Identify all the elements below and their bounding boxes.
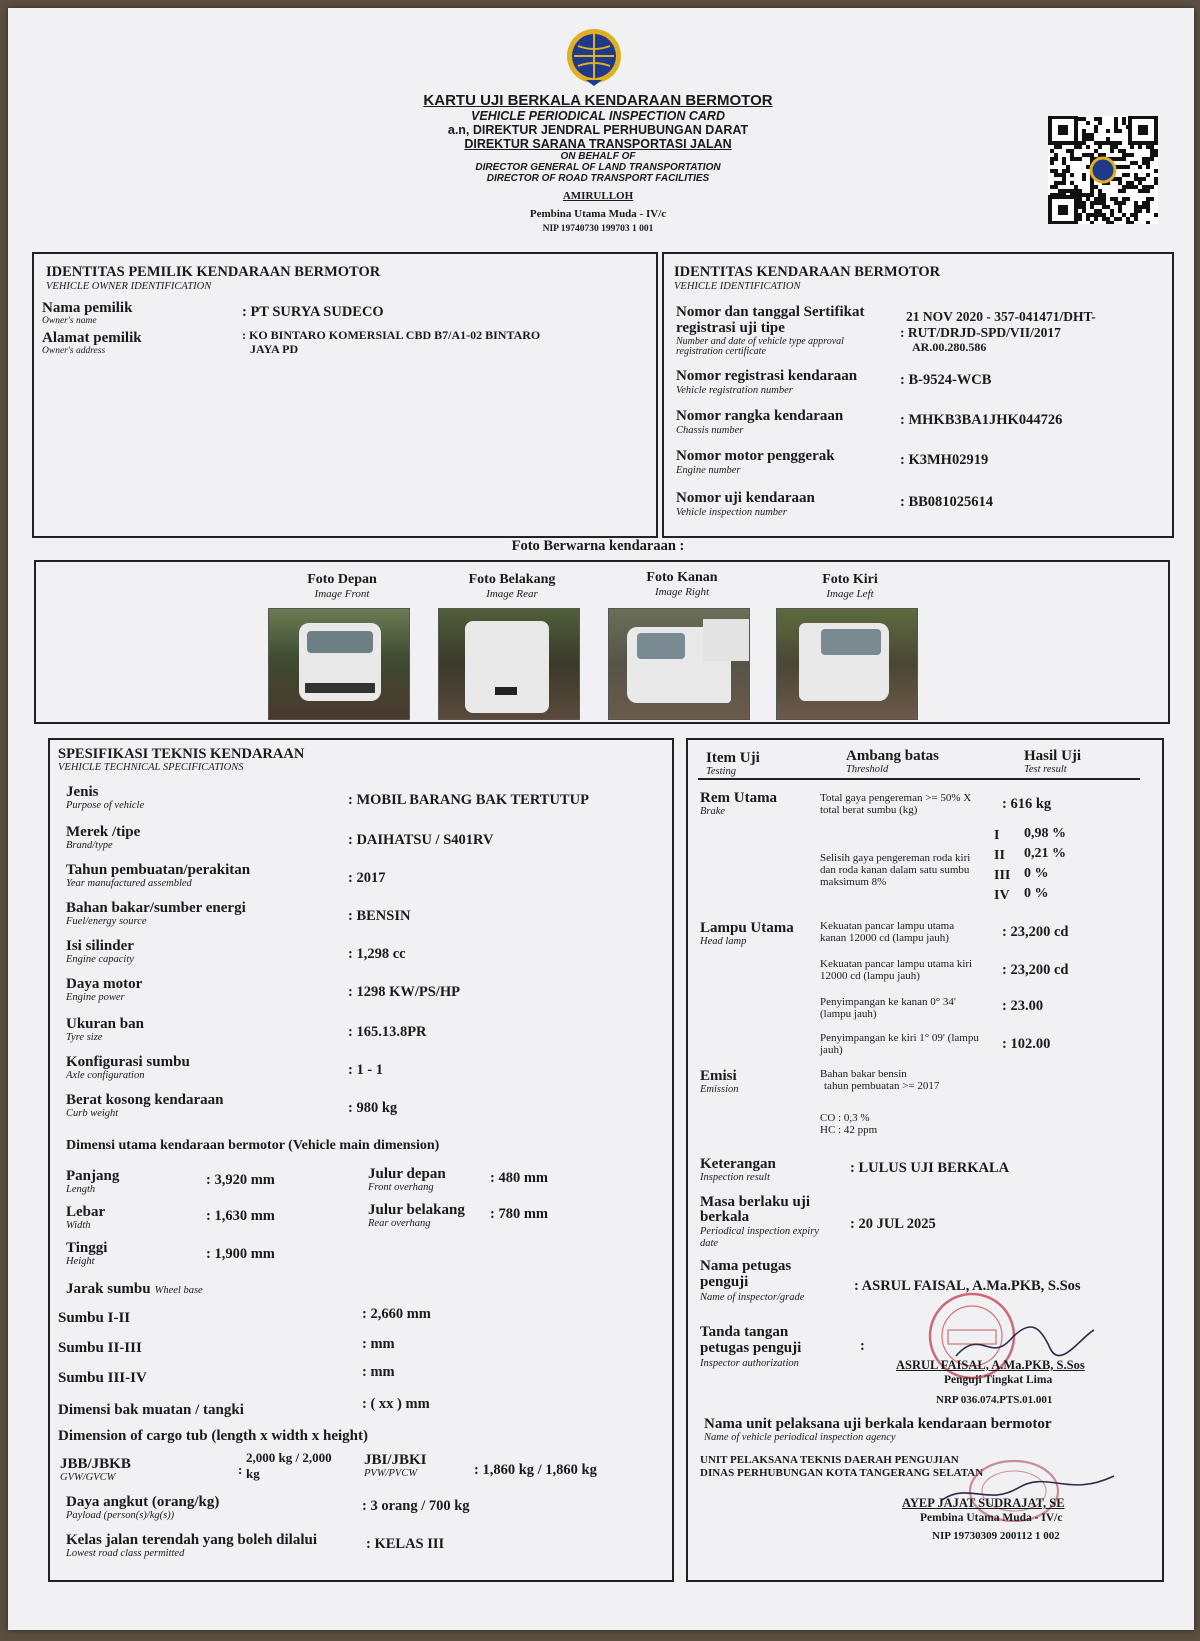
owner-title-en: VEHICLE OWNER IDENTIFICATION <box>46 281 212 292</box>
col-threshold-header-en: Threshold <box>846 764 889 775</box>
signature-label-en: Inspector authorization <box>700 1358 799 1369</box>
spec-engine-power-label: Daya motor <box>66 976 143 992</box>
rear-overhang-value: : 780 mm <box>490 1206 548 1222</box>
axle-3-4-value: : mm <box>362 1364 395 1380</box>
axle-3-4-label: Sumbu III-IV <box>58 1370 147 1386</box>
agency-value: UNIT PELAKSANA TEKNIS DAERAH PENGUJIAN <box>700 1454 959 1466</box>
owner-identification-box <box>32 252 658 538</box>
reg-number-value: : B-9524-WCB <box>900 372 992 388</box>
owner-address-value-2: JAYA PD <box>250 342 299 356</box>
vehicle-id-title-en: VEHICLE IDENTIFICATION <box>674 281 801 292</box>
spec-tyre-size-label: Ukuran ban <box>66 1016 144 1032</box>
spec-brand-type-label: Merek /tipe <box>66 824 141 840</box>
pvw-value: : 1,860 kg / 1,860 kg <box>474 1462 597 1478</box>
photo-left <box>776 608 918 720</box>
height-label: Tinggi <box>66 1240 108 1256</box>
headlamp-label-en: Head lamp <box>700 936 747 947</box>
director-line: DIREKTUR SARANA TRANSPORTASI JALAN <box>464 137 732 151</box>
agency-label: Nama unit pelaksana uji berkala kendaraan bermotor <box>704 1416 1052 1432</box>
chassis-label-en: Chassis number <box>676 425 744 436</box>
reg-number-label-en: Vehicle registration number <box>676 385 793 396</box>
brake-threshold-2: total berat sumbu (kg) <box>820 804 918 816</box>
spec-engine-capacity-label-en: Engine capacity <box>66 954 134 965</box>
gvw-value-unit: kg <box>246 1466 260 1481</box>
cert-label: Nomor dan tanggal Sertifikat <box>676 304 865 320</box>
test-results-box <box>686 738 1164 1582</box>
signer-name: AMIRULLOH <box>562 190 634 202</box>
cargo-dimension-value: : ( xx ) mm <box>362 1396 430 1412</box>
lamp-2-value: : 23,200 cd <box>1002 962 1069 978</box>
expiry-label-en-2: date <box>700 1238 719 1249</box>
spec-year-value: : 2017 <box>348 870 386 886</box>
card-title-en: VEHICLE PERIODICAL INSPECTION CARD <box>471 109 725 123</box>
on-behalf: ON BEHALF OF <box>560 151 636 162</box>
spec-fuel-label: Bahan bakar/sumber energi <box>66 900 246 916</box>
spec-purpose-label-en: Purpose of vehicle <box>66 800 145 811</box>
inspection-number-label: Nomor uji kendaraan <box>676 490 815 506</box>
signature-colon: : <box>860 1338 865 1354</box>
co-result: CO : 0,3 % <box>820 1112 870 1124</box>
spec-year-label: Tahun pembuatan/perakitan <box>66 862 251 878</box>
inspector-rank: Penguji Tingkat Lima <box>944 1374 1053 1386</box>
owner-address-label: Alamat pemilik <box>42 330 142 346</box>
emission-label: Emisi <box>700 1068 737 1084</box>
col-item-header: Item Uji <box>706 750 760 766</box>
axle-2-3-label: Sumbu II-III <box>58 1340 142 1356</box>
specs-title-en: VEHICLE TECHNICAL SPECIFICATIONS <box>58 762 244 773</box>
hc-result: HC : 42 ppm <box>820 1124 878 1136</box>
inspection-result-value: : LULUS UJI BERKALA <box>850 1160 1010 1176</box>
length-label-en: Length <box>66 1184 96 1195</box>
head-nip: NIP 19730309 200112 1 002 <box>932 1530 1060 1542</box>
head-rank: Pembina Utama Muda - IV/c <box>920 1512 1063 1524</box>
card-title: KARTU UJI BERKALA KENDARAAN BERMOTOR <box>423 92 773 109</box>
cert-label-2: registrasi uji tipe <box>676 320 785 336</box>
header-divider <box>698 778 1140 780</box>
signature-label-2: petugas penguji <box>700 1340 802 1356</box>
length-value: : 3,920 mm <box>206 1172 275 1188</box>
spec-axle-config-label: Konfigurasi sumbu <box>66 1054 190 1070</box>
lamp-1-threshold: Kekuatan pancar lampu utama <box>820 920 955 932</box>
lamp-3-threshold: Penyimpangan ke kanan 0° 34' <box>820 996 956 1008</box>
expiry-label-en: Periodical inspection expiry <box>700 1226 819 1237</box>
spec-axle-config-label-en: Axle configuration <box>66 1070 145 1081</box>
signature-label: Tanda tangan <box>700 1324 789 1340</box>
inspection-number-value: : BB081025614 <box>900 494 994 510</box>
photo-heading: Foto Berwarna kendaraan : <box>511 538 685 554</box>
spec-fuel-value: : BENSIN <box>348 908 411 924</box>
spec-purpose-label: Jenis <box>66 784 99 800</box>
headlamp-label: Lampu Utama <box>700 920 794 936</box>
col-result-header-en: Test result <box>1024 764 1067 775</box>
expiry-label: Masa berlaku uji <box>700 1194 811 1210</box>
engine-number-value: : K3MH02919 <box>900 452 989 468</box>
pvw-label: JBI/JBKI <box>364 1452 427 1468</box>
spec-fuel-label-en: Fuel/energy source <box>66 916 147 927</box>
front-overhang-label: Julur depan <box>368 1166 446 1182</box>
inspector-value: : ASRUL FAISAL, A.Ma.PKB, S.Sos <box>854 1278 1081 1294</box>
emission-threshold-2: tahun pembuatan >= 2017 <box>824 1080 940 1092</box>
road-class-value: : KELAS III <box>366 1536 445 1552</box>
vehicle-identification-box <box>662 252 1174 538</box>
axle-roman: III <box>994 868 1011 883</box>
owner-name-label: Nama pemilik <box>42 300 133 316</box>
owner-name-label-en: Owner's name <box>42 316 97 326</box>
inspector-label-2: penguji <box>700 1274 749 1290</box>
engine-number-label-en: Engine number <box>676 465 741 476</box>
payload-label: Daya angkut (orang/kg) <box>66 1494 220 1510</box>
lamp-2-threshold-2: 12000 cd (lampu jauh) <box>820 970 920 982</box>
gvw-label-en: GVW/GVCW <box>60 1472 116 1483</box>
inspection-card <box>8 8 1194 1630</box>
cert-label-en-2: registration certificate <box>676 346 766 357</box>
brake-diff-threshold-2: dan roda kanan dalam satu sumbu <box>820 864 970 876</box>
photo-front-label: Foto Depan <box>307 572 377 587</box>
cert-value: 21 NOV 2020 - 357-041471/DHT- <box>906 309 1096 324</box>
brake-diff-threshold-3: maksimum 8% <box>820 876 887 888</box>
lamp-4-threshold-2: jauh) <box>820 1044 843 1056</box>
photo-box <box>34 560 1170 724</box>
technical-specs-box: SPESIFIKASI TEKNIS KENDARAAN VEHICLE TECHNICAL SPECIFICATIONS Jenis Purpose of vehicle : MOBIL BARANG BAK TERTUTUP Merek /tipe Brand/type : DAIHATSU / S401RV Tahun pembuatan/perakitan Year manufactured assembled : 2017 Bahan bakar/sumber energi Fuel/energy source : BENSIN Isi silinder Engine capacity : 1,298 cc Daya motor Engine power : 1298 KW/PS/HP Ukuran ban Tyre size : 165.13.8PR Konfigurasi sumbu Axle configuration : 1 - 1 Berat kosong kendaraan Curb weight : 980 kg Dimensi utama kendaraan bermotor (Vehicle main dimension) Panjang Length : 3,920 mm Lebar Width : 1,630 mm Tinggi Height : 1,900 mm Julur depan Front overhang : 480 mm Julur belakang Rear overhang : 780 mm Jarak sumbu Wheel base Sumbu I-II : 2,660 mm Sumbu II-III : mm Sumbu III-IV : mm Dimensi bak muatan / tangki : ( xx ) mm Dimension of cargo tub (length x width x height) JBB/JBKB GVW/GVCW : 2,000 kg / 2,000 kg JBI/JBKI PVW/PVCW : 1,860 kg / 1,860 kg Daya angkut (orang/kg) Payload (person(s)/kg(s)) : 3 orang / 700 kg Kelas jalan terendah yang boleh dilalui Lowest road class permitted : KELAS III <box>48 738 674 1582</box>
inspector-nrp: NRP 036.074.PTS.01.001 <box>936 1394 1053 1406</box>
emission-label-en: Emission <box>700 1084 739 1095</box>
lamp-2-threshold: Kekuatan pancar lampu utama kiri <box>820 958 973 970</box>
spec-axle-config-value: : 1 - 1 <box>348 1062 384 1078</box>
director-general: DIRECTOR GENERAL OF LAND TRANSPORTATION <box>475 162 721 173</box>
col-item-header-en: Testing <box>706 766 736 777</box>
emission-threshold: Bahan bakar bensin <box>820 1068 907 1080</box>
gvw-value: 2,000 kg / 2,000 <box>246 1450 332 1465</box>
inspection-number-label-en: Vehicle inspection number <box>676 507 787 518</box>
width-value: : 1,630 mm <box>206 1208 275 1224</box>
photo-left-label: Foto Kiri <box>822 572 878 587</box>
photo-right-label: Foto Kanan <box>646 570 718 585</box>
axle-1-2-label: Sumbu I-II <box>58 1310 131 1326</box>
chassis-label: Nomor rangka kendaraan <box>676 408 844 424</box>
ministry-logo <box>564 28 624 93</box>
owner-name-value: : PT SURYA SUDECO <box>242 304 384 320</box>
inspector-label-en: Name of inspector/grade <box>700 1292 805 1303</box>
director-road: DIRECTOR OF ROAD TRANSPORT FACILITIES <box>486 173 710 184</box>
front-overhang-label-en: Front overhang <box>368 1182 434 1193</box>
cert-value-3: AR.00.280.586 <box>912 340 987 354</box>
inspection-result-label: Keterangan <box>700 1156 776 1172</box>
agency-value-2: DINAS PERHUBUNGAN KOTA TANGERANG SELATAN <box>700 1467 984 1479</box>
inspector-label: Nama petugas <box>700 1258 792 1274</box>
payload-value: : 3 orang / 700 kg <box>362 1498 470 1514</box>
axle-2-3-value: : mm <box>362 1336 395 1352</box>
photo-right-label-en: Image Right <box>654 586 710 598</box>
inspector-name: ASRUL FAISAL, A.Ma.PKB, S.Sos <box>896 1358 1085 1372</box>
cargo-dimension-en: Dimension of cargo tub (length x width x height) <box>58 1428 369 1444</box>
axle-brake-diff-value: 0,98 % <box>1024 826 1066 841</box>
height-label-en: Height <box>66 1256 95 1267</box>
col-result-header: Hasil Uji <box>1024 748 1082 764</box>
owner-address-label-en: Owner's address <box>42 346 106 356</box>
expiry-value: : 20 JUL 2025 <box>850 1216 936 1232</box>
spec-year-label-en: Year manufactured assembled <box>66 878 192 889</box>
lamp-1-threshold-2: kanan 12000 cd (lampu jauh) <box>820 932 949 944</box>
lamp-1-value: : 23,200 cd <box>1002 924 1069 940</box>
axle-roman: IV <box>994 888 1010 903</box>
axle-1-2-value: : 2,660 mm <box>362 1306 431 1322</box>
brake-label-en: Brake <box>700 806 726 817</box>
spec-curb-weight-label-en: Curb weight <box>66 1108 119 1119</box>
length-label: Panjang <box>66 1168 120 1184</box>
front-overhang-value: : 480 mm <box>490 1170 548 1186</box>
chassis-value: : MHKB3BA1JHK044726 <box>900 412 1063 428</box>
inspection-result-label-en: Inspection result <box>700 1172 770 1183</box>
expiry-label-2: berkala <box>700 1209 750 1225</box>
spec-purpose-value: : MOBIL BARANG BAK TERTUTUP <box>348 792 589 808</box>
axle-roman: II <box>994 848 1005 863</box>
pvw-label-en: PVW/PVCW <box>364 1468 418 1479</box>
rear-overhang-label: Julur belakang <box>368 1202 465 1218</box>
height-value: : 1,900 mm <box>206 1246 275 1262</box>
payload-label-en: Payload (person(s)/kg(s)) <box>66 1510 175 1521</box>
lamp-4-value: : 102.00 <box>1002 1036 1051 1052</box>
axle-roman: I <box>994 828 1000 843</box>
photo-right <box>608 608 750 720</box>
specs-title: SPESIFIKASI TEKNIS KENDARAAN <box>58 746 305 762</box>
signer-nip: NIP 19740730 199703 1 001 <box>542 224 654 234</box>
reg-number-label: Nomor registrasi kendaraan <box>676 368 858 384</box>
agency-label-en: Name of vehicle periodical inspection agency <box>704 1432 896 1443</box>
axle-brake-diff-value: 0 % <box>1024 866 1049 881</box>
width-label: Lebar <box>66 1204 106 1220</box>
road-class-label: Kelas jalan terendah yang boleh dilalui <box>66 1532 318 1548</box>
spec-engine-capacity-label: Isi silinder <box>66 938 134 954</box>
wheelbase-label: Jarak sumbu <box>66 1281 151 1297</box>
brake-label: Rem Utama <box>700 790 778 806</box>
spec-brand-type-value: : DAIHATSU / S401RV <box>348 832 494 848</box>
cargo-dimension-label: Dimensi bak muatan / tangki <box>58 1402 244 1418</box>
engine-number-label: Nomor motor penggerak <box>676 448 835 464</box>
photo-rear-label-en: Image Rear <box>486 588 538 600</box>
photo-front-label-en: Image Front <box>314 588 370 600</box>
photo-rear-label: Foto Belakang <box>468 572 556 587</box>
photo-rear <box>438 608 580 720</box>
an-line: a.n, DIREKTUR JENDRAL PERHUBUNGAN DARAT <box>447 123 749 137</box>
gvw-label: JBB/JBKB <box>60 1456 131 1472</box>
vehicle-id-title: IDENTITAS KENDARAAN BERMOTOR <box>674 264 941 280</box>
photo-left-label-en: Image Left <box>826 588 874 600</box>
spec-engine-capacity-value: : 1,298 cc <box>348 946 406 962</box>
spec-engine-power-value: : 1298 KW/PS/HP <box>348 984 460 1000</box>
spec-engine-power-label-en: Engine power <box>66 992 125 1003</box>
width-label-en: Width <box>66 1220 91 1231</box>
owner-address-value: : KO BINTARO KOMERSIAL CBD B7/A1-02 BINTARO <box>242 328 541 342</box>
road-class-label-en: Lowest road class permitted <box>66 1548 185 1559</box>
spec-curb-weight-value: : 980 kg <box>348 1100 398 1116</box>
photo-front <box>268 608 410 720</box>
cert-value-2: : RUT/DRJD-SPD/VII/2017 <box>900 325 1061 340</box>
head-name: AYEP JAJAT SUDRAJAT, SE <box>902 1496 1065 1510</box>
brake-diff-threshold: Selisih gaya pengereman roda kiri <box>820 852 971 864</box>
lamp-3-value: : 23.00 <box>1002 998 1044 1014</box>
rear-overhang-label-en: Rear overhang <box>368 1218 431 1229</box>
spec-tyre-size-value: : 165.13.8PR <box>348 1024 427 1040</box>
brake-value: : 616 kg <box>1002 796 1052 812</box>
axle-brake-diff-value: 0,21 % <box>1024 846 1066 861</box>
lamp-3-threshold-2: (lampu jauh) <box>820 1008 877 1020</box>
spec-curb-weight-label: Berat kosong kendaraan <box>66 1092 224 1108</box>
cert-label-en: Number and date of vehicle type approval <box>676 336 844 347</box>
wheelbase-label-en: Wheel base <box>154 1285 203 1296</box>
col-threshold-header: Ambang batas <box>846 748 939 764</box>
spec-tyre-size-label-en: Tyre size <box>66 1032 103 1043</box>
spec-brand-type-label-en: Brand/type <box>66 840 113 851</box>
qr-code <box>1048 116 1158 224</box>
owner-title: IDENTITAS PEMILIK KENDARAAN BERMOTOR <box>46 264 381 280</box>
signer-rank: Pembina Utama Muda - IV/c <box>529 208 667 220</box>
dimension-title: Dimensi utama kendaraan bermotor (Vehicle main dimension) <box>66 1138 440 1153</box>
lamp-4-threshold: Penyimpangan ke kiri 1° 09' (lampu <box>820 1032 979 1044</box>
axle-brake-diff-value: 0 % <box>1024 886 1049 901</box>
brake-threshold: Total gaya pengereman >= 50% X <box>820 792 972 804</box>
